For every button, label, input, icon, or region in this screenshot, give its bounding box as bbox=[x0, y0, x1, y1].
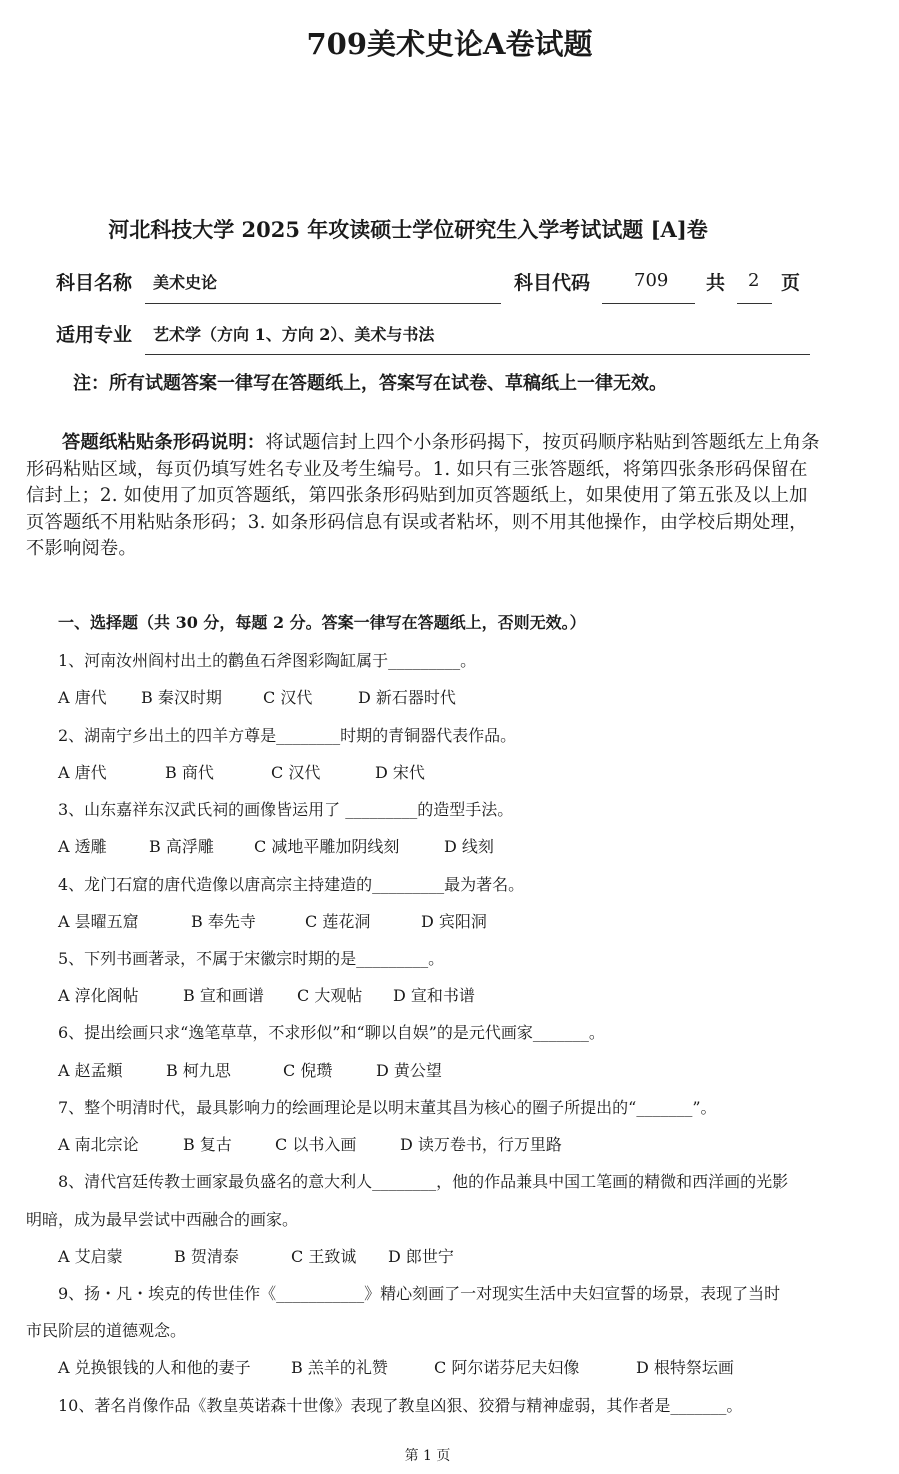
option: D 新石器时代 bbox=[358, 688, 456, 707]
option: C 减地平雕加阴线刻 bbox=[254, 837, 400, 856]
question-5: 5、下列书画著录，不属于宋徽宗时期的是_________。 bbox=[58, 949, 445, 968]
question-8-continued: 明暗，成为最早尝试中西融合的画家。 bbox=[26, 1210, 299, 1229]
option: A 唐代 bbox=[58, 688, 107, 707]
notice: 注：所有试题答案一律写在答题纸上，答案写在试卷、草稿纸上一律无效。 bbox=[73, 373, 667, 394]
option: D 线刻 bbox=[444, 837, 494, 856]
subject-name-underline bbox=[145, 303, 501, 304]
option: C 倪瓒 bbox=[283, 1061, 333, 1080]
option: C 大观帖 bbox=[297, 986, 363, 1005]
question-6: 6、提出绘画只求“逸笔草草，不求形似”和“聊以自娱”的是元代画家_______。 bbox=[58, 1023, 605, 1042]
option: D 读万卷书，行万里路 bbox=[400, 1135, 562, 1154]
option: C 王致诚 bbox=[291, 1247, 357, 1266]
subject-code-value: 709 bbox=[634, 270, 669, 291]
subject-name-value: 美术史论 bbox=[153, 273, 218, 292]
barcode-instructions bbox=[26, 430, 820, 563]
subject-code-label: 科目代码 bbox=[514, 272, 591, 294]
option: B 秦汉时期 bbox=[141, 688, 222, 707]
option: A 昙曜五窟 bbox=[58, 912, 139, 931]
option: C 阿尔诺芬尼夫妇像 bbox=[434, 1358, 580, 1377]
option: D 黄公望 bbox=[376, 1061, 442, 1080]
option: A 艾启蒙 bbox=[58, 1247, 123, 1266]
major-label: 适用专业 bbox=[56, 324, 133, 346]
subject-name-label: 科目名称 bbox=[56, 272, 133, 294]
question-9-continued: 市民阶层的道德观念。 bbox=[26, 1321, 187, 1340]
total-pages-value: 2 bbox=[748, 270, 760, 291]
option: C 汉代 bbox=[271, 763, 321, 782]
option: D 宋代 bbox=[375, 763, 425, 782]
question-3: 3、山东嘉祥东汉武氏祠的画像皆运用了 _________的造型手法。 bbox=[58, 800, 514, 819]
section-heading: 一、选择题（共 30 分，每题 2 分。答案一律写在答题纸上，否则无效。） bbox=[58, 613, 586, 632]
subject-code-underline bbox=[602, 303, 695, 304]
option: D 宣和书谱 bbox=[393, 986, 475, 1005]
option: A 南北宗论 bbox=[58, 1135, 139, 1154]
option: B 羔羊的礼赞 bbox=[291, 1358, 388, 1377]
pages-label: 页 bbox=[781, 272, 801, 294]
option: D 宾阳洞 bbox=[421, 912, 487, 931]
option: B 复古 bbox=[183, 1135, 232, 1154]
question-10: 10、著名肖像作品《教皇英诺森十世像》表现了教皇凶狠、狡猾与精神虚弱，其作者是_______。 bbox=[58, 1396, 743, 1415]
exam-header: 河北科技大学 2025 年攻读硕士学位研究生入学考试试题 [A]卷 bbox=[108, 217, 708, 242]
document-title: 709美术史论A卷试题 bbox=[306, 27, 593, 61]
question-2: 2、湖南宁乡出土的四羊方尊是________时期的青铜器代表作品。 bbox=[58, 726, 517, 745]
option: B 贺清泰 bbox=[174, 1247, 239, 1266]
option: D 根特祭坛画 bbox=[636, 1358, 734, 1377]
option: C 以书入画 bbox=[275, 1135, 357, 1154]
total-pages-underline bbox=[737, 303, 772, 304]
question-4: 4、龙门石窟的唐代造像以唐高宗主持建造的_________最为著名。 bbox=[58, 875, 525, 894]
option: C 莲花洞 bbox=[305, 912, 371, 931]
option: B 商代 bbox=[165, 763, 214, 782]
option: B 奉先寺 bbox=[191, 912, 256, 931]
question-8: 8、清代宫廷传教士画家最负盛名的意大利人________，他的作品兼具中国工笔画的精微和西洋画的光影 bbox=[58, 1172, 789, 1191]
major-underline bbox=[145, 354, 810, 355]
page-number: 第 1 页 bbox=[404, 1448, 451, 1464]
option: A 赵孟頫 bbox=[58, 1061, 123, 1080]
option: B 宣和画谱 bbox=[183, 986, 264, 1005]
option: A 淳化阁帖 bbox=[58, 986, 139, 1005]
instructions-body: 将试题信封上四个小条形码揭下，按页码顺序粘贴到答题纸左上角条形码粘贴区域，每页仍填写姓名专业及考生编号。1. 如只有三张答题纸，将第四张条形码保留在信封上；2. 如使用了加页答题纸，第四张条形码贴到加页答题纸上，如果使用了第五张及以上加页答题纸不用粘贴条形码；3. 如条形码信息有误或者粘坏，则不用其他操作，由学校后期处理，不影响阅卷。 bbox=[26, 432, 820, 559]
total-label: 共 bbox=[706, 272, 726, 294]
option: C 汉代 bbox=[263, 688, 313, 707]
option: A 透雕 bbox=[58, 837, 107, 856]
option: A 兑换银钱的人和他的妻子 bbox=[58, 1358, 251, 1377]
option: B 高浮雕 bbox=[149, 837, 214, 856]
option: B 柯九思 bbox=[166, 1061, 231, 1080]
option: D 郎世宁 bbox=[388, 1247, 454, 1266]
major-value: 艺术学（方向 1、方向 2）、美术与书法 bbox=[153, 325, 435, 344]
question-7: 7、整个明清时代，最具影响力的绘画理论是以明末董其昌为核心的圈子所提出的“_______”。 bbox=[58, 1098, 717, 1117]
question-9: 9、扬・凡・埃克的传世佳作《___________》精心刻画了一对现实生活中夫妇宣誓的场景，表现了当时 bbox=[58, 1284, 781, 1303]
instructions-heading: 答题纸粘贴条形码说明： bbox=[62, 432, 266, 453]
option: A 唐代 bbox=[58, 763, 107, 782]
question-1: 1、河南汝州阎村出土的鹳鱼石斧图彩陶缸属于_________。 bbox=[58, 651, 477, 670]
